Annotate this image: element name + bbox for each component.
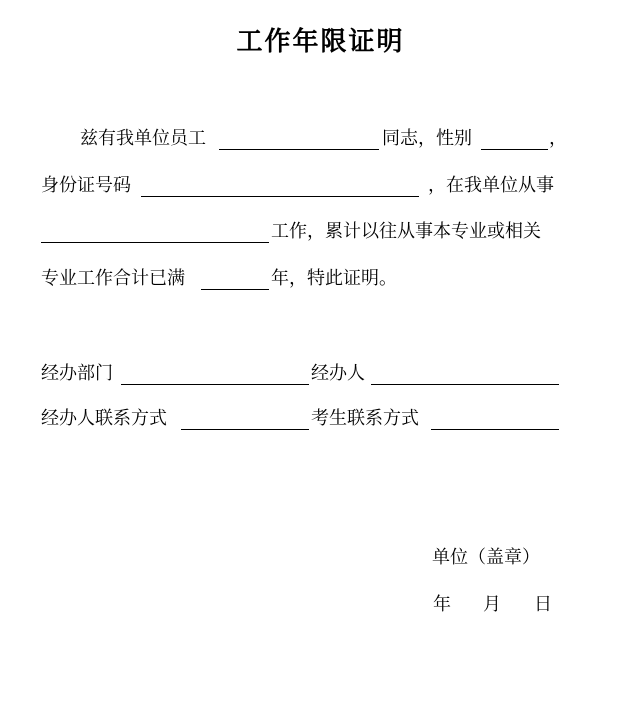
body-line-3	[0, 219, 641, 245]
total-years-text: 专业工作合计已满	[41, 268, 185, 289]
handler-contact-blank	[181, 429, 309, 430]
day-label: 日	[534, 594, 552, 615]
work-cumulative-text: 工作，累计以往从事本专业或相关	[271, 221, 541, 242]
comrade-gender-text: 同志，性别	[382, 128, 472, 149]
id-number-label: 身份证号码	[41, 175, 131, 196]
employee-name-blank	[219, 149, 379, 150]
years-blank	[201, 289, 269, 290]
seal-line	[0, 545, 641, 571]
employed-in-text: ，在我单位从事	[428, 175, 554, 196]
contact-line-1	[0, 361, 641, 387]
year-label: 年	[433, 594, 451, 615]
body-line-4	[0, 266, 641, 292]
month-label: 月	[483, 594, 501, 615]
id-number-blank	[141, 196, 419, 197]
dept-label: 经办部门	[41, 363, 113, 384]
body-line-1	[0, 126, 641, 152]
gender-blank	[481, 149, 548, 150]
document-title: 工作年限证明	[236, 27, 405, 57]
date-line	[0, 592, 641, 618]
body-line-2	[0, 173, 641, 199]
dept-blank	[121, 384, 309, 385]
examinee-contact-label: 考生联系方式	[311, 408, 419, 429]
unit-seal-label: 单位（盖章）	[432, 547, 540, 568]
certify-text: 年，特此证明。	[271, 268, 397, 289]
handler-label: 经办人	[311, 363, 365, 384]
examinee-contact-blank	[431, 429, 559, 430]
job-type-blank	[41, 242, 269, 243]
comma-text: ，	[549, 128, 567, 149]
contact-line-2	[0, 406, 641, 432]
handler-blank	[371, 384, 559, 385]
intro-text: 兹有我单位员工	[80, 128, 206, 149]
handler-contact-label: 经办人联系方式	[41, 408, 167, 429]
